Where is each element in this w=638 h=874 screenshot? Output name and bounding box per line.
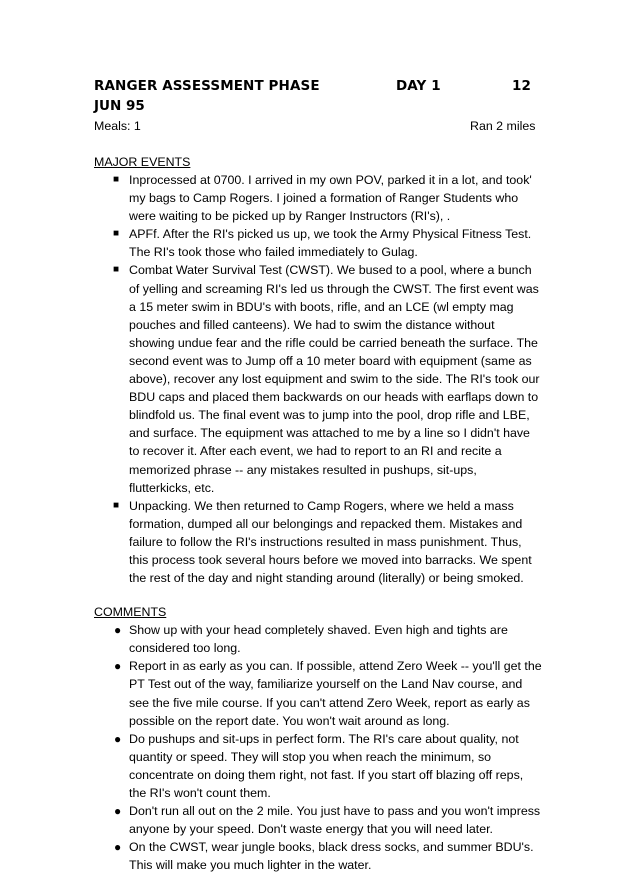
round-bullet-icon: ● — [114, 840, 122, 855]
list-item-text: Don't run all out on the 2 mile. You just have to pass and you won't impress anyone by your speed. Don't waste energy that you will need later. — [129, 804, 541, 837]
round-bullet-icon: ● — [114, 731, 122, 746]
round-bullet-icon: ● — [114, 659, 122, 674]
list-item-text: Combat Water Survival Test (CWST). We bused to a pool, where a bunch of yelling and screaming RI's led us through the CWST. The first event was a 15 meter swim in BDU's with boots, rifle, and an LCE (wl empty mag pouches and filled canteens). We had to swim the distance without showing undue fear and the rifle could be carried beneath the surface. The second event was to Jump off a 10 meter board with equipment (same as above), recover any lost equipment and swim to the side. The RI's took our BDU caps and placed them backwards on our heads with earflaps down to blindfold us. The final event was to jump into the pool, drop rifle and LBE, and surface. The equipment was attached to me by a line so I didn't have to recover it. After each event, we had to report to an RI and recite a memorized phrase -- any mistakes resulted in pushups, sit-ups, flutterkicks, etc. — [129, 263, 540, 495]
list-item-text: Do pushups and sit-ups in perfect form. The RI's care about quality, not quantity or speed. They will stop you when reach the minimum, so concentrate on doing them right, not fast. If you start off blazing off reps, the RI's won't count them. — [129, 731, 524, 800]
list-item — [94, 730, 542, 802]
list-item — [94, 497, 542, 587]
list-item — [94, 261, 542, 496]
major-events-heading: MAJOR EVENTS — [94, 155, 191, 169]
square-bullet-icon: ■ — [113, 228, 120, 240]
list-item — [94, 657, 542, 729]
comments-heading: COMMENTS — [94, 605, 167, 620]
round-bullet-icon: ● — [114, 804, 122, 819]
date-month-year: JUN 95 — [94, 98, 145, 114]
major-events-list — [94, 171, 542, 587]
list-item — [94, 225, 542, 261]
run-distance: Ran 2 miles — [470, 119, 536, 133]
list-item-text: On the CWST, wear jungle books, black dress socks, and summer BDU's. This will make you much lighter in the water. — [129, 840, 534, 873]
list-item — [94, 838, 542, 874]
meals-count: Meals: 1 — [94, 119, 141, 133]
document-title: RANGER ASSESSMENT PHASE — [94, 78, 320, 94]
meals-row — [94, 116, 542, 136]
date-day-number: 12 — [512, 78, 531, 94]
list-item-text: Inprocessed at 0700. I arrived in my own POV, parked it in a lot, and took' my bags to Camp Rogers. I joined a formation of Ranger Students who were waiting to be picked up by Ranger Instructors (RI's), . — [129, 173, 532, 224]
list-item-text: APFf. After the RI's picked us up, we took the Army Physical Fitness Test. The RI's took those who failed immediately to Gulag. — [129, 227, 532, 260]
list-item — [94, 802, 542, 838]
square-bullet-icon: ■ — [113, 499, 120, 511]
list-item-text: Unpacking. We then returned to Camp Rogers, where we held a mass formation, dumped all our belongings and repacked them. Mistakes and failure to follow the RI's instructions resulted in mass punishment. Thus, this process took several hours before we moved into barracks. We spent the rest of the day and night standing around (literally) or being smoked. — [129, 498, 532, 586]
list-item-text: Report in as early as you can. If possible, attend Zero Week -- you'll get the PT Test out of the way, familiarize yourself on the Land Nav course, and see the five mile course. If you can't attend Zero Week, report as early as possible on the report date. You won't wait around as long. — [129, 659, 542, 728]
square-bullet-icon: ■ — [113, 174, 120, 185]
round-bullet-icon: ● — [114, 623, 122, 638]
square-bullet-icon: ■ — [113, 264, 120, 276]
comments-list — [94, 621, 542, 874]
list-item — [94, 621, 542, 657]
day-label: DAY 1 — [396, 78, 441, 94]
list-item-text: Show up with your head completely shaved. Even high and tights are considered too long. — [129, 623, 508, 656]
list-item — [94, 171, 542, 225]
title-row — [94, 76, 542, 96]
